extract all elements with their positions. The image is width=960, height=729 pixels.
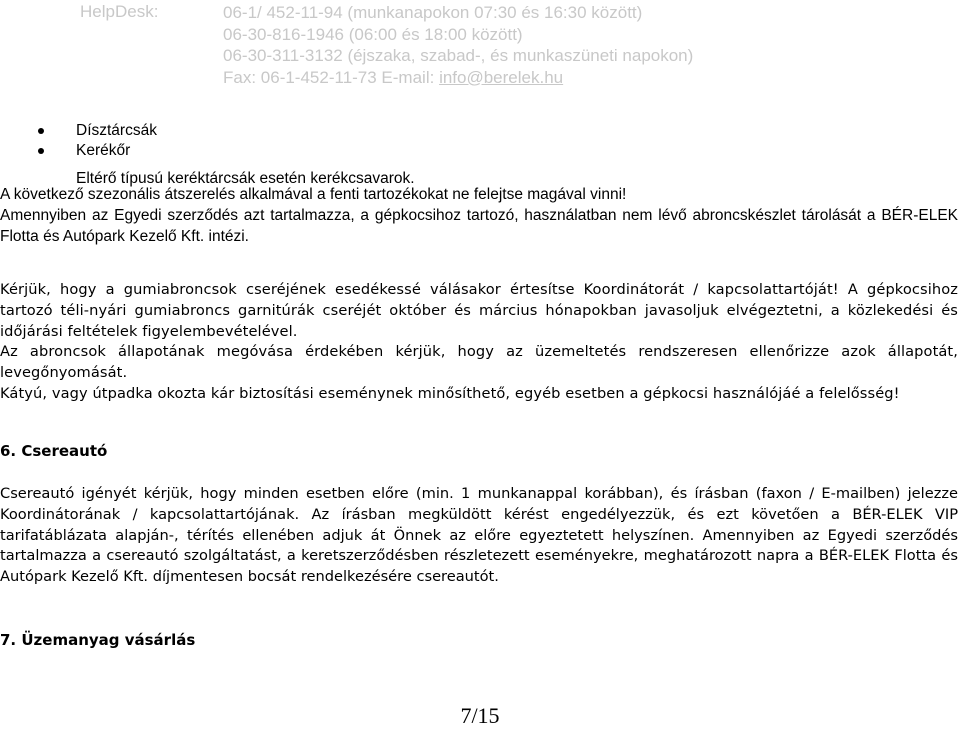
helpdesk-contact-lines xyxy=(223,2,693,88)
replacement-car-section xyxy=(0,484,958,588)
section-heading-fuel-purchase: 7. Üzemanyag vásárlás xyxy=(0,631,196,649)
section-heading-replacement-car: 6. Csereautó xyxy=(0,442,108,460)
paragraph: Kátyú, vagy útpadka okozta kár biztosítási eseménynek minősíthető, egyéb esetben a gépkocsi használójáé a felelősség! xyxy=(0,384,900,402)
paragraph: Csereautó igényét kérjük, hogy minden esetben előre (min. 1 munkanappal korábban), és írásban (faxon / E-mailben) jelezze Koordinátorának / kapcsolattartójának. Az írásban megküldött kérést engedélyezzük, és ezt követően a BÉR-ELEK VIP tarifatáblázata alapján-, térítés ellenében adjuk át Önnek az előre egyeztetett helyszínen. Amennyiben az Egyedi szerződés tartalmazza a csereautó szolgáltatást, a keretszerződésben részletezett eseményekre, meghatározott napra a BÉR-ELEK Flotta és Autópark Kezelő Kft. díjmentesen bocsát rendelkezésére csereautót. xyxy=(0,485,958,586)
paragraph: A következő szezonális átszerelés alkalmával a fenti tartozékokat ne felejtse magával vinni! xyxy=(0,186,627,203)
list-sub-item: Eltérő típusú keréktárcsák esetén kerékcsavarok. xyxy=(76,170,415,187)
helpdesk-line-1: 06-1/ 452-11-94 (munkanapokon 07:30 és 16:30 között) xyxy=(223,3,643,22)
page-number: 7/15 xyxy=(460,703,500,728)
helpdesk-label: HelpDesk: xyxy=(80,2,159,21)
helpdesk-line-4 xyxy=(223,67,693,89)
paragraph: Az abroncsok állapotának megóvása érdekében kérjük, hogy az üzemeltetés rendszeresen ellenőrizze azok állapotát, levegőnyomását. xyxy=(0,343,958,382)
helpdesk-line-3: 06-30-311-3132 (éjszaka, szabad-, és munkaszüneti napokon) xyxy=(223,46,694,65)
helpdesk-line-2: 06-30-816-1946 (06:00 és 18:00 között) xyxy=(223,24,523,44)
tire-change-section xyxy=(0,280,958,405)
paragraph: Kérjük, hogy a gumiabroncsok cseréjének esedékessé válásakor értesítse Koordinátorát / kapcsolattartóját! A gépkocsihoz tartozó téli-nyári gumiabroncs garnitúrák cseréjét október és március hónapokban javasoljuk elvégeztetni, a közlekedési és időjárási feltételek figyelembevételével. xyxy=(0,281,958,340)
list-item: Kerékőr xyxy=(0,141,960,161)
fax-and-email-label: Fax: 06-1-452-11-73 E-mail: xyxy=(223,67,440,87)
tire-storage-section xyxy=(0,185,958,247)
helpdesk-header xyxy=(0,0,960,100)
paragraph: Amennyiben az Egyedi szerződés azt tartalmazza, a gépkocsihoz tartozó, használatban nem lévő abroncskészlet tárolását a BÉR-ELEK Flotta és Autópark Kezelő Kft. intézi. xyxy=(0,206,958,245)
accessory-list xyxy=(0,121,960,161)
list-item: Dísztárcsák xyxy=(0,121,960,141)
email-link[interactable]: info@berelek.hu xyxy=(439,67,564,87)
